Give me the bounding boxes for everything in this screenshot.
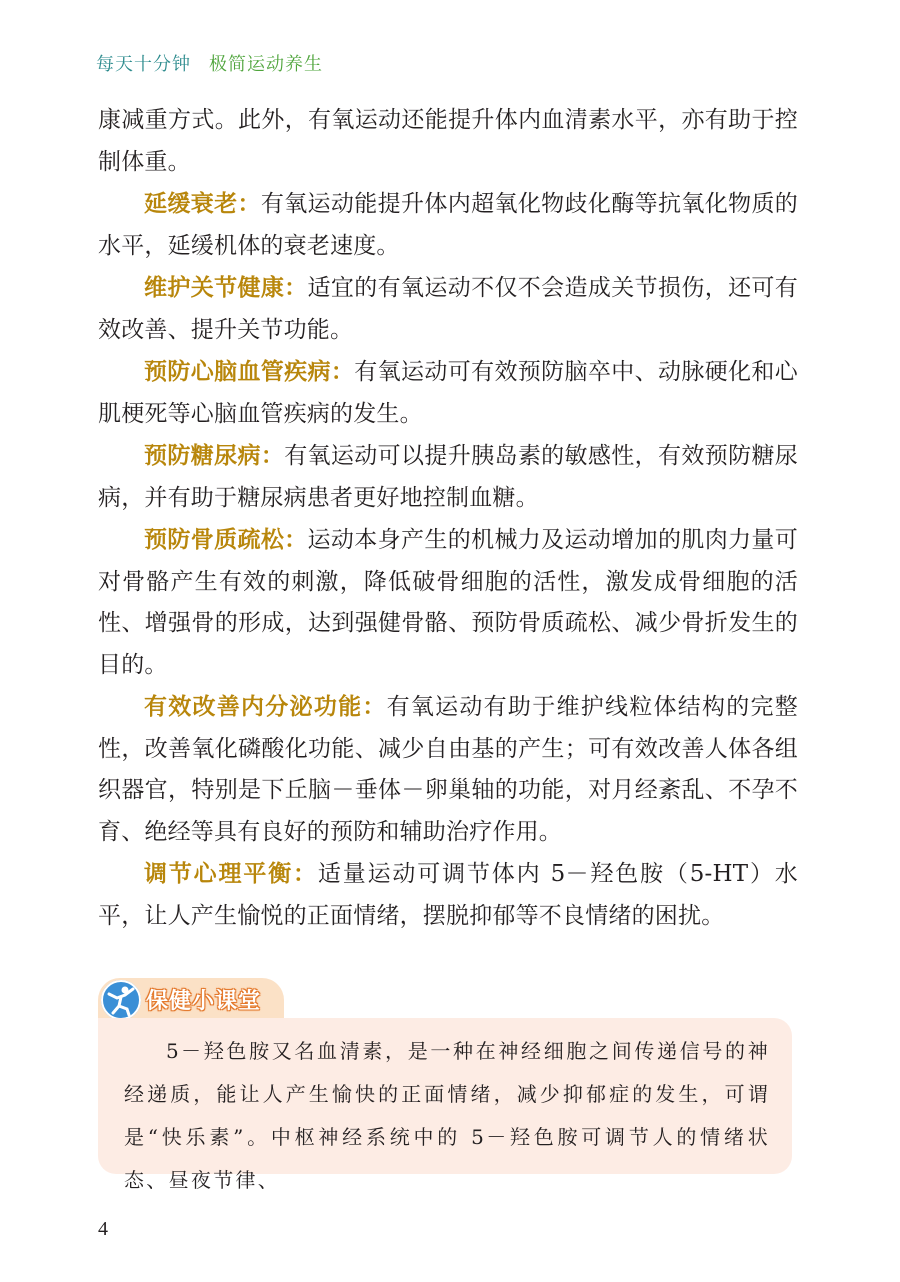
benefit-paragraph [98,351,798,435]
benefit-term: 预防心脑血管疾病： [144,358,355,385]
intro-paragraph: 康减重方式。此外，有氧运动还能提升体内血清素水平，亦有助于控制体重。 [98,107,798,175]
callout-text: 5－羟色胺又名血清素，是一种在神经细胞之间传递信号的神经递质，能让人产生愉快的正面情绪，减少抑郁症的发生，可谓是“快乐素”。中枢神经系统中的 5－羟色胺可调节人的情绪状态、昼夜节律、 [124,1039,770,1192]
benefit-paragraph [98,519,798,686]
benefit-text: 适宜的有氧运动不仅不会造成关节损伤，还可有效改善、提升关节功能。 [98,275,798,343]
benefit-text: 有氧运动可以提升胰岛素的敏感性，有效预防糖尿病，并有助于糖尿病患者更好地控制血糖。 [98,443,799,511]
benefit-paragraph [98,435,798,519]
benefit-term: 预防糖尿病： [144,442,285,469]
benefit-paragraph [98,853,798,937]
main-text [98,100,798,937]
benefit-text: 有氧运动有助于维护线粒体结构的完整性，改善氧化磷酸化功能、减少自由基的产生；可有效改善人体各组织器官，特别是下丘脑－垂体－卵巢轴的功能，对月经紊乱、不孕不育、绝经等具有良好的预防和辅助治疗作用。 [98,694,799,845]
callout-title: 保健小课堂 [146,989,262,1014]
benefit-term: 预防骨质疏松： [144,526,308,553]
benefit-term: 有效改善内分泌功能： [144,693,387,720]
series-title: 每天十分钟 [96,54,191,75]
benefit-text: 有氧运动可有效预防脑卒中、动脉硬化和心肌梗死等心脑血管疾病的发生。 [98,359,798,427]
exercise-figure-icon [101,980,141,1020]
running-header [96,50,323,76]
benefit-text: 适量运动可调节体内 5－羟色胺（5-HT）水平，让人产生愉悦的正面情绪，摆脱抑郁等不良情绪的困扰。 [98,861,798,929]
benefit-term: 延缓衰老： [144,190,261,217]
benefit-text: 运动本身产生的机械力及运动增加的肌肉力量可对骨骼产生有效的刺激，降低破骨细胞的活性，激发成骨细胞的活性、增强骨的形成，达到强健骨骼、预防骨质疏松、减少骨折发生的目的。 [98,527,798,678]
benefit-paragraph [98,267,798,351]
page-number: 4 [98,1218,108,1240]
benefit-paragraph [98,183,798,267]
benefit-paragraph [98,686,798,853]
book-title: 极简运动养生 [209,54,323,75]
benefit-term: 维护关节健康： [144,274,308,301]
benefit-term: 调节心理平衡： [144,860,318,887]
benefit-text: 有氧运动能提升体内超氧化物歧化酶等抗氧化物质的水平，延缓机体的衰老速度。 [98,191,799,259]
